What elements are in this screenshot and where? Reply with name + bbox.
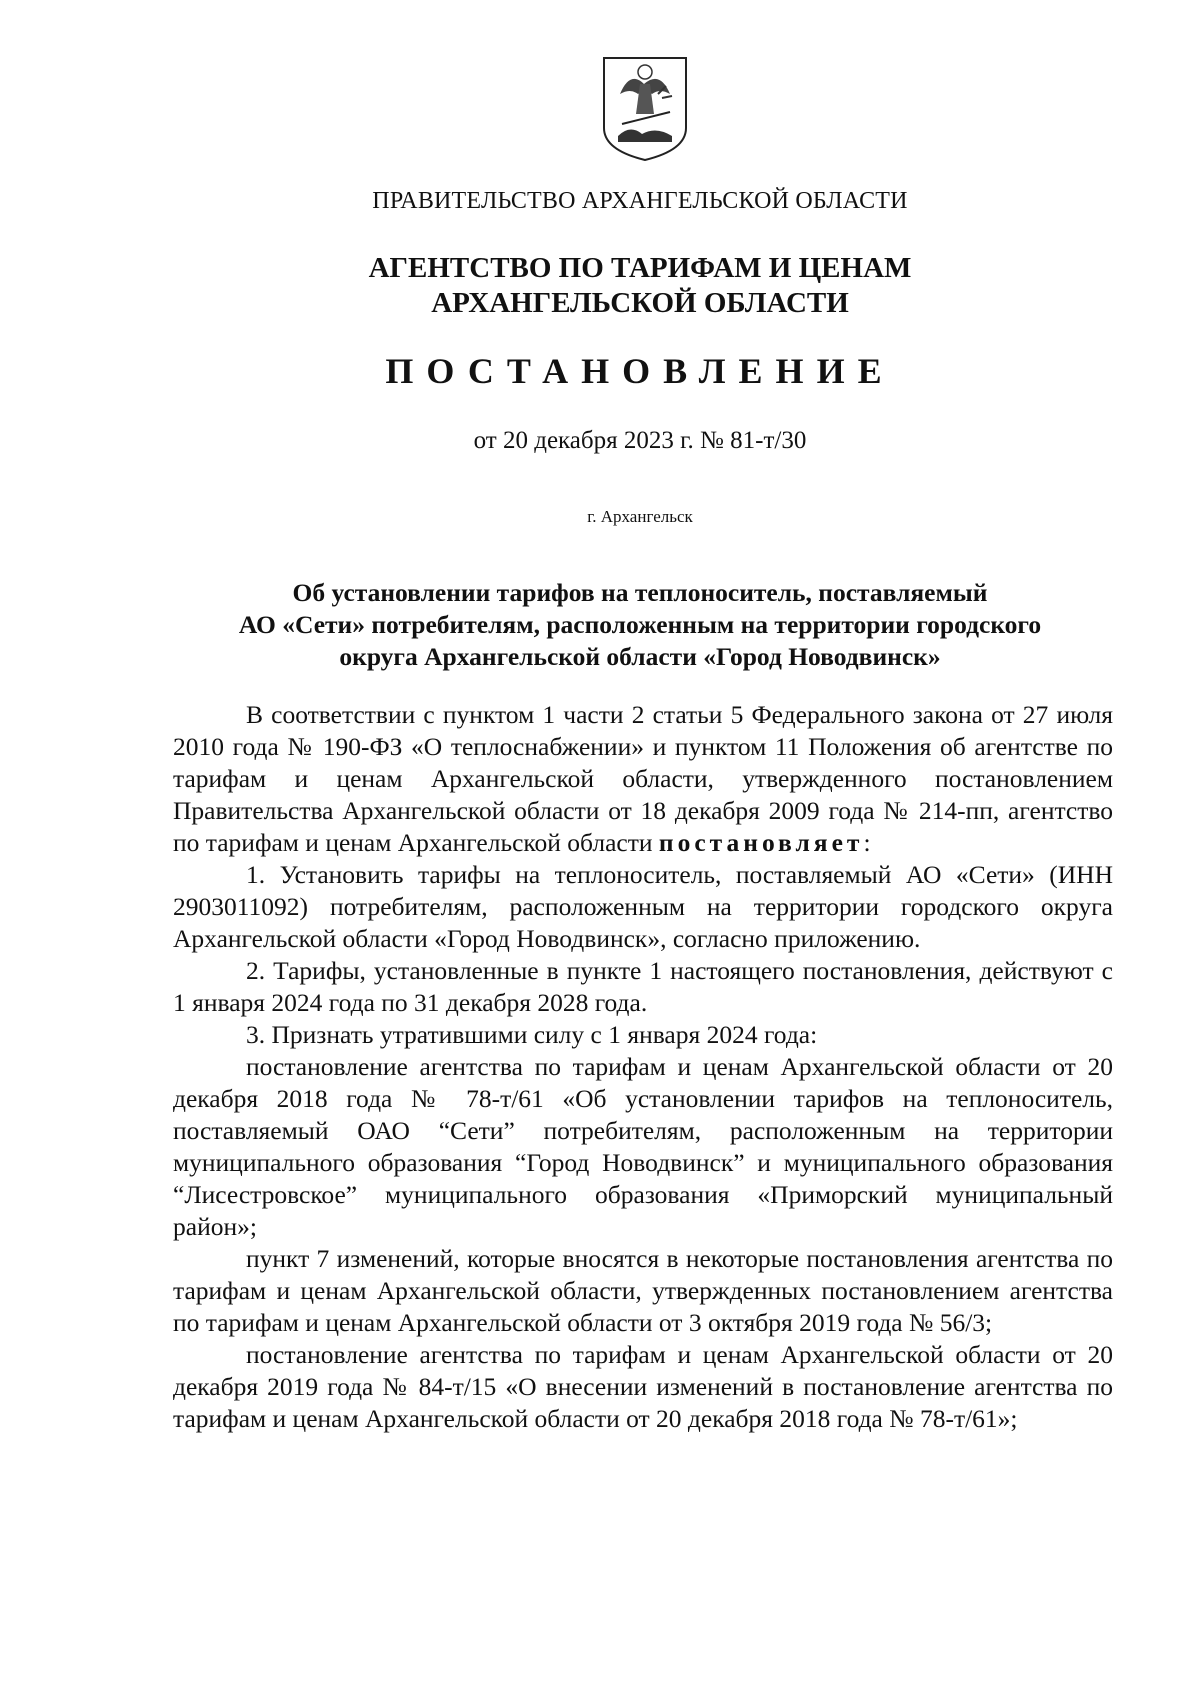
agency-name-line1: АГЕНТСТВО ПО ТАРИФАМ И ЦЕНАМ xyxy=(368,252,912,284)
title-line1: Об установлении тарифов на теплоноситель, поставляемый xyxy=(292,578,988,607)
document-city: г. Архангельск xyxy=(587,507,693,526)
title-line2: АО «Сети» потребителям, расположенным на территории городского xyxy=(238,610,1042,639)
document-title xyxy=(150,577,1130,673)
arkhangelsk-coat-of-arms-icon xyxy=(600,54,690,162)
item-1: 1. Установить тарифы на теплоноситель, поставляемый АО «Сети» (ИНН 2903011092) потребителям, расположенным на территории городского округа Архангельской области «Город Новодвинск», согласно приложению. xyxy=(173,860,1113,953)
item-3-subitem-a: постановление агентства по тарифам и ценам Архангельской области от 20 декабря 2018 года № 78-т/61 «Об установлении тарифов на теплоноситель, поставляемый ОАО “Сети” потребителям, расположенным на территории муниципального образования “Город Новодвинск” и муниципального образования “Лисестровское” муниципального образования «Приморский муниципальный район»; xyxy=(173,1052,1113,1241)
item-2: 2. Тарифы, установленные в пункте 1 настоящего постановления, действуют с 1 января 2024 года по 31 декабря 2028 года. xyxy=(173,956,1113,1017)
agency-name-line2: АРХАНГЕЛЬСКОЙ ОБЛАСТИ xyxy=(431,287,849,319)
agency-name xyxy=(150,251,1130,321)
decree-colon: : xyxy=(863,828,871,857)
item-3-subitem-c: постановление агентства по тарифам и ценам Архангельской области от 20 декабря 2019 года № 84-т/15 «О внесении изменений в постановление агентства по тарифам и ценам Архангельской области от 20 декабря 2018 года № 78-т/61»; xyxy=(173,1340,1113,1433)
item-3: 3. Признать утратившими силу с 1 января 2024 года: xyxy=(246,1020,818,1049)
government-name: ПРАВИТЕЛЬСТВО АРХАНГЕЛЬСКОЙ ОБЛАСТИ xyxy=(372,188,908,214)
item-3-subitem-b: пункт 7 изменений, которые вносятся в некоторые постановления агентства по тарифам и ценам Архангельской области, утвержденных постановлением агентства по тарифам и ценам Архангельской области от 3 октября 2019 года № 56/3; xyxy=(173,1244,1113,1337)
document-body xyxy=(173,699,1113,1435)
preamble-text: В соответствии с пунктом 1 части 2 статьи 5 Федерального закона от 27 июля 2010 года № 190-ФЗ «О теплоснабжении» и пунктом 11 Положения об агентстве по тарифам и ценам Архангельской области, утвержденного постановлением Правительства Архангельской области от 18 декабря 2009 года № 214-пп, агентство по тарифам и ценам Архангельской области xyxy=(173,700,1113,857)
document-date-number: от 20 декабря 2023 г. № 81-т/30 xyxy=(473,427,807,454)
preamble-paragraph xyxy=(173,699,1113,859)
decree-word: постановляет xyxy=(658,828,864,857)
document-type: ПОСТАНОВЛЕНИЕ xyxy=(385,351,895,391)
title-line3: округа Архангельской области «Город Новодвинск» xyxy=(339,642,941,671)
